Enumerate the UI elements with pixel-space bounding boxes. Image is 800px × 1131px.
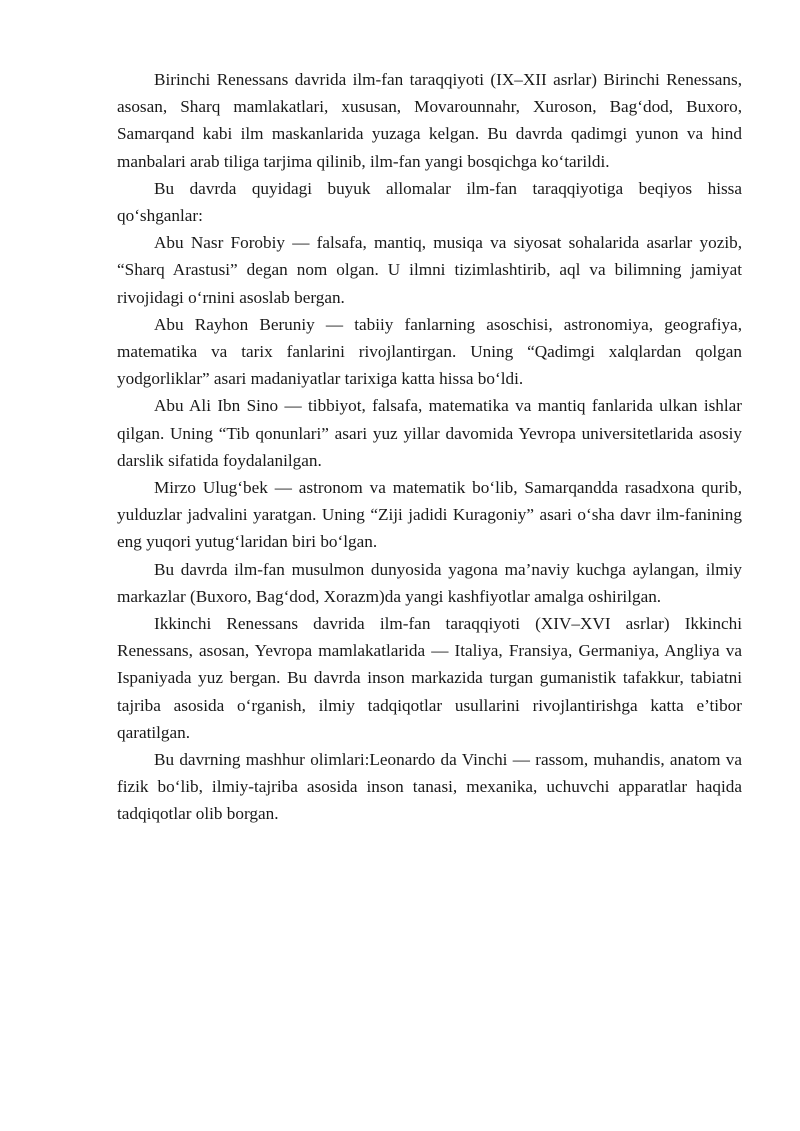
paragraph: Mirzo Ulug‘bek — astronom va matematik bo‘lib, Samarqandda rasadxona qurib, yulduzlar jadvalini yaratgan. Uning “Ziji jadidi Kuragoniy” asari o‘sha davr ilm-fanining eng yuqori yutug‘laridan biri bo‘lgan. xyxy=(117,478,742,552)
paragraph: Abu Rayhon Beruniy — tabiiy fanlarning asoschisi, astronomiya, geografiya, matematika va tarix fanlarini rivojlantirgan. Uning “Qadimgi xalqlardan qolgan yodgorliklar” asari madaniyatlar tarixiga katta hissa bo‘ldi. xyxy=(117,314,742,389)
paragraph: Birinchi Renessans davrida ilm-fan taraqqiyoti (IX–XII asrlar) Birinchi Renessans, asosan, Sharq mamlakatlari, xususan, Movarounnahr, Xuroson, Bag‘dod, Buxoro, Samarqand kabi ilm maskanlarida yuzaga kelgan. Bu davrda qadimgi yunon va hind manbalari arab tiliga tarjima qilinib, ilm-fan yangi bosqichga ko‘tarildi. xyxy=(117,70,742,171)
paragraph: Abu Ali Ibn Sino — tibbiyot, falsafa, matematika va mantiq fanlarida ulkan ishlar qilgan. Uning “Tib qonunlari” asari yuz yillar davomida Yevropa universitetlarida asosiy darslik sifatida foydalanilgan. xyxy=(117,396,742,470)
paragraph: Bu davrning mashhur olimlari:Leonardo da Vinchi — rassom, muhandis, anatom va fizik bo‘lib, ilmiy-tajriba asosida inson tanasi, mexanika, uchuvchi apparatlar haqida tadqiqotlar olib borgan. xyxy=(117,750,742,824)
paragraph: Abu Nasr Forobiy — falsafa, mantiq, musiqa va siyosat sohalarida asarlar yozib, “Sharq Arastusi” degan nom olgan. U ilmni tizimlashtirib, aql va bilimning jamiyat rivojidagi o‘rnini asoslab bergan. xyxy=(117,233,742,307)
paragraph: Ikkinchi Renessans davrida ilm-fan taraqqiyoti (XIV–XVI asrlar) Ikkinchi Renessans, asosan, Yevropa mamlakatlarida — Italiya, Fransiya, Germaniya, Angliya va Ispaniyada yuz bergan. Bu davrda inson markazida turgan gumanistik tafakkur, tabiatni tajriba asosida o‘rganish, ilmiy tadqiqotlar usullarini rivojlantirishga katta e’tibor qaratilgan. xyxy=(117,614,742,742)
document-page xyxy=(117,66,742,828)
paragraph: Bu davrda quyidagi buyuk allomalar ilm-fan taraqqiyotiga beqiyos hissa qo‘shganlar: xyxy=(117,178,742,226)
paragraph: Bu davrda ilm-fan musulmon dunyosida yagona ma’naviy kuchga aylangan, ilmiy markazlar (Buxoro, Bag‘dod, Xorazm)da yangi kashfiyotlar amalga oshirilgan. xyxy=(117,559,742,606)
